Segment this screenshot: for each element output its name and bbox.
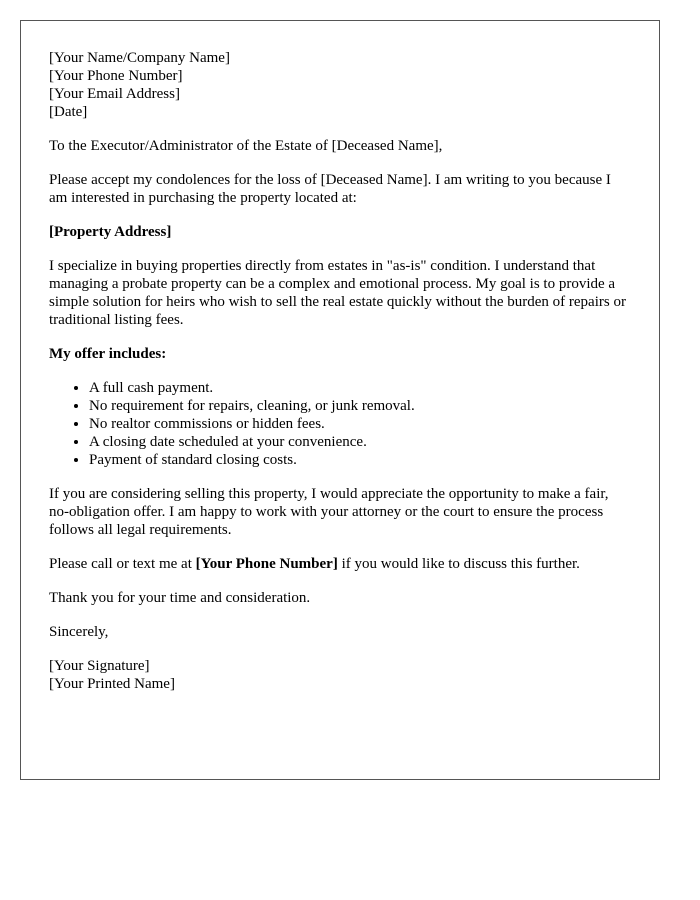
offer-heading: My offer includes: [49,346,167,362]
intro-paragraph: Please accept my condolences for the loss of [Deceased Name]. I am writing to you because I am interested in purchasing the property located at: [49,172,611,206]
signature-block [49,657,631,693]
sender-phone: [Your Phone Number] [49,68,183,84]
sender-name: [Your Name/Company Name] [49,50,230,66]
signature: [Your Signature] [49,658,150,674]
considering-paragraph: If you are considering selling this property, I would appreciate the opportunity to make a fair, no-obligation offer. I am happy to work with your attorney or the court to ensure the process follows all legal requirements. [49,486,609,538]
list-item: • Payment of standard closing costs. [89,451,631,469]
printed-name: [Your Printed Name] [49,676,175,692]
letter-date: [Date] [49,104,88,120]
contact-text-before: Please call or text me at [49,556,196,572]
salutation: To the Executor/Administrator of the Estate of [Deceased Name], [49,138,443,154]
sender-block [49,49,631,121]
specialize-paragraph: I specialize in buying properties directly from estates in "as-is" condition. I understand that managing a probate property can be a complex and emotional process. My goal is to provide a simple solution for heirs who wish to sell the real estate quickly without the burden of repairs or traditional listing fees. [49,258,626,328]
thanks-paragraph: Thank you for your time and consideration. [49,590,311,606]
offer-list [49,379,631,469]
property-address: [Property Address] [49,224,172,240]
contact-text-after: if you would like to discuss this further. [337,556,580,572]
list-item: • A full cash payment. [89,379,631,397]
list-item: • No realtor commissions or hidden fees. [89,415,631,433]
list-item: • No requirement for repairs, cleaning, or junk removal. [89,397,631,415]
contact-paragraph [49,555,631,573]
closing: Sincerely, [49,624,109,640]
list-item: • A closing date scheduled at your convenience. [89,433,631,451]
sender-email: [Your Email Address] [49,86,180,102]
contact-phone: [Your Phone Number] [195,556,338,572]
letter-page [20,20,660,780]
